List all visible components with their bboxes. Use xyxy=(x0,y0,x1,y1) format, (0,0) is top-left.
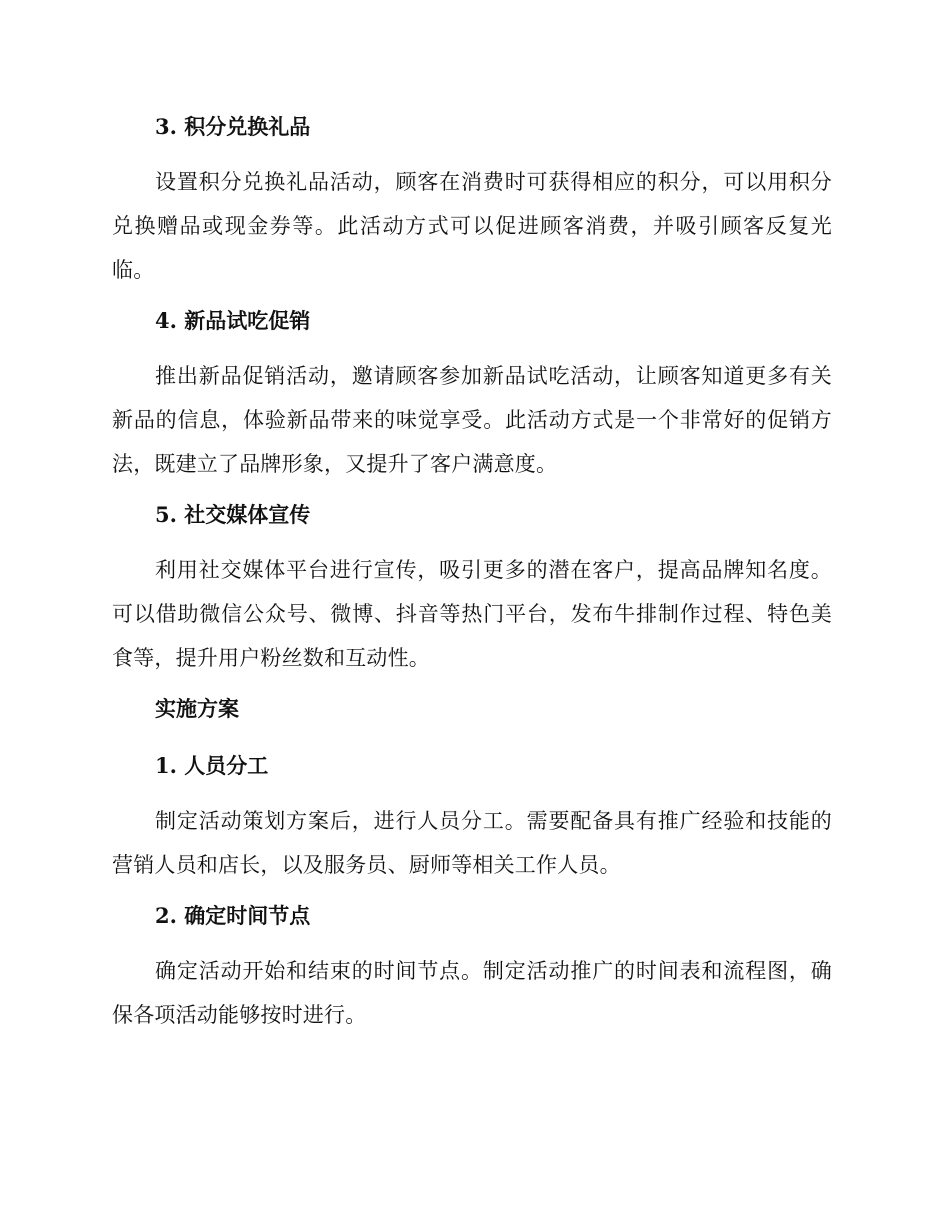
section-heading: 3. 积分兑换礼品 xyxy=(155,114,311,139)
implementation-item-body: 确定活动开始和结束的时间节点。制定活动推广的时间表和流程图，确保各项活动能够按时进行。 xyxy=(112,959,832,1027)
section-heading: 5. 社交媒体宣传 xyxy=(155,502,311,527)
implementation-item-heading: 1. 人员分工 xyxy=(155,753,269,778)
section-body: 利用社交媒体平台进行宣传，吸引更多的潜在客户，提高品牌知名度。可以借助微信公众号、微博、抖音等热门平台，发布牛排制作过程、特色美食等，提升用户粉丝数和互动性。 xyxy=(112,558,832,670)
section-heading: 4. 新品试吃促销 xyxy=(155,308,311,333)
section-body: 设置积分兑换礼品活动，顾客在消费时可获得相应的积分，可以用积分兑换赠品或现金券等。此活动方式可以促进顾客消费，并吸引顾客反复光临。 xyxy=(112,170,832,282)
implementation-item-heading: 2. 确定时间节点 xyxy=(155,903,311,928)
implementation-item-body: 制定活动策划方案后，进行人员分工。需要配备具有推广经验和技能的营销人员和店长，以及服务员、厨师等相关工作人员。 xyxy=(112,809,832,877)
implementation-title: 实施方案 xyxy=(155,696,239,721)
section-body: 推出新品促销活动，邀请顾客参加新品试吃活动，让顾客知道更多有关新品的信息，体验新品带来的味觉享受。此活动方式是一个非常好的促销方法，既建立了品牌形象，又提升了客户满意度。 xyxy=(112,364,832,476)
